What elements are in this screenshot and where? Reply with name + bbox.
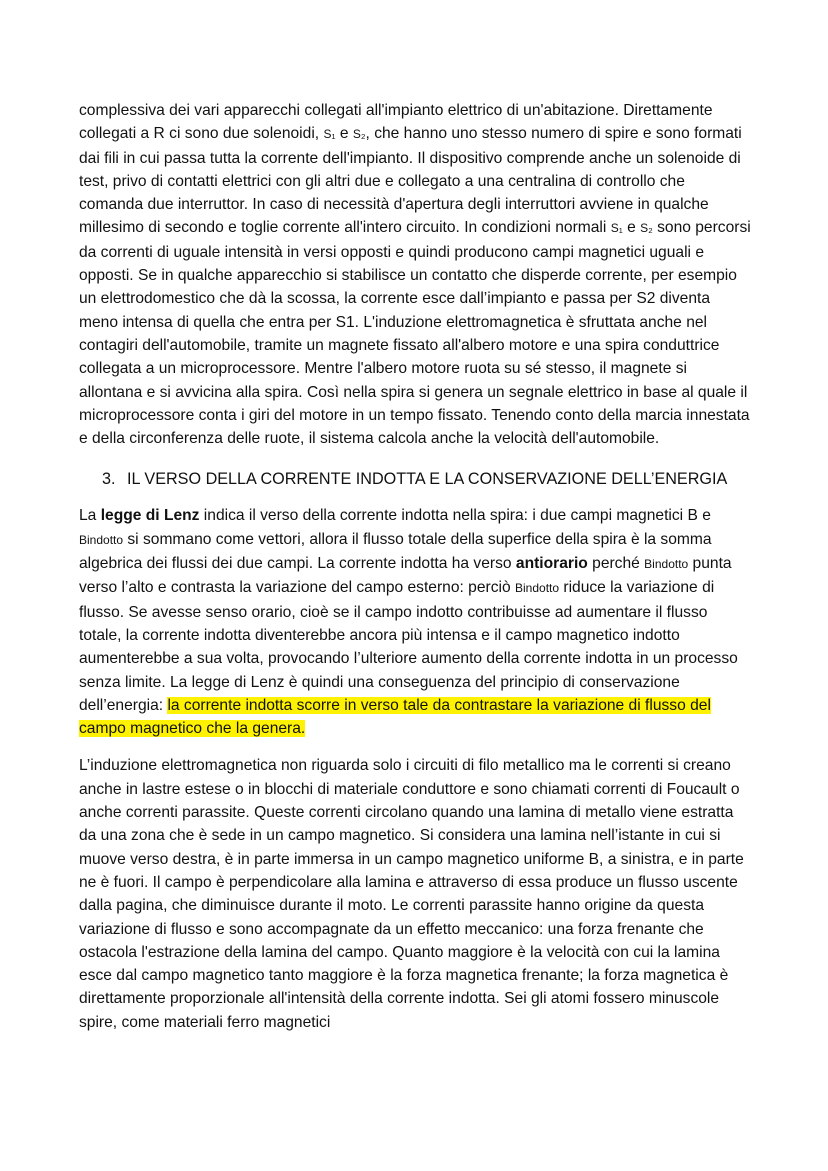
bold-term-lenz: legge di Lenz — [100, 507, 200, 525]
section-title: IL VERSO DELLA CORRENTE INDOTTA E LA CONSERVAZIONE DELL’ENERGIA — [127, 470, 728, 489]
section-number: 3. — [102, 470, 116, 489]
symbol-s1: S₁ — [323, 127, 336, 142]
text-run: e — [335, 125, 353, 143]
document-body — [79, 99, 751, 1034]
text-run: riduce la variazione di flusso. Se avesse senso orario, cioè se il campo indotto contribuisse ad aumentare il flusso totale, la corrente indotta diventerebbe ancora più intensa e il campo magnetico indotto aumenterebbe a sua volta, provocando l’ulteriore aumento della corrente indotta in un processo senza limite. La legge di Lenz è quindi una conseguenza del principio di conservazione dell’energia: — [79, 579, 738, 714]
paragraph-foucault: L’induzione elettromagnetica non riguarda solo i circuiti di filo metallico ma le correnti si creano anche in lastre estese o in blocchi di materiale conduttore e sono chiamati correnti di Foucault o anche correnti parassite. Queste correnti circolano quando una lamina di metallo viene estratta da una zona che è sede in un campo magnetico. Si considera una lamina nell’istante in cui si muove verso destra, è in parte immersa in un campo magnetico uniforme B, a sinistra, e in parte ne è fuori. Il campo è perpendicolare alla lamina e attraverso di essa produce un flusso uscente dalla pagina, che diminuisce durante il moto. Le correnti parassite hanno origine da questa variazione di flusso e sono accompagnate da un effetto meccanico: una forza frenante che ostacola l'estrazione della lamina del campo. Quanto maggiore è la velocità con cui la lamina esce dal campo magnetico tanto maggiore è la forza magnetica frenante; la forza magnetica è direttamente proporzionale all'intensità della corrente indotta. Sei gli atomi fossero minuscole spire, come materiali ferro magnetici — [79, 757, 744, 1031]
highlighted-text: la corrente indotta scorre in verso tale da contrastare la variazione di flusso del campo magnetico che la genera. — [79, 696, 711, 738]
bold-term-antiorario: antiorario — [515, 555, 588, 573]
symbol-s2: S₂ — [352, 127, 366, 142]
text-run: si sommano come vettori, allora il flusso totale della superfice della spira è la somma algebrica dei flussi dei due campi. La corrente indotta ha verso — [79, 530, 712, 573]
symbol-b-indotto: Bindotto — [79, 532, 124, 547]
symbol-s2: S₂ — [640, 221, 653, 236]
symbol-s1: S₁ — [610, 221, 623, 236]
text-run: , che hanno uno stesso numero di spire e sono formati dai fili in cui passa tutta la corrente dell'impianto. Il dispositivo comprende anche un solenoide di test, privo di contatti elettrici con gli altri due e collegato a una centralina di controllo che comanda due interruttor. In caso di necessità d'apertura degli interruttori avviene in qualche millesimo di secondo e toglie corrente all'intero circuito. In condizioni normali — [79, 125, 742, 237]
symbol-b-indotto: Bindotto — [644, 557, 689, 572]
text-run: indica il verso della corrente indotta nella spira: i due campi magnetici B e — [199, 507, 711, 525]
paragraph-circuit-breaker — [79, 99, 751, 450]
symbol-b-indotto: Bindotto — [515, 581, 560, 596]
section-heading — [79, 468, 751, 491]
text-run: punta verso l’alto e contrasta la variazione del campo esterno: perciò — [79, 555, 732, 597]
text-run: e — [622, 219, 641, 237]
text-run: perché — [587, 555, 645, 573]
paragraph-lenz-law — [79, 504, 751, 740]
text-run: sono percorsi da correnti di uguale intensità in versi opposti e quindi producono campi magnetici uguali e opposti. Se in qualche apparecchio si stabilisce un contatto che disperde corrente, per esempio un elettrodomestico che dà la scossa, la corrente esce dall’impianto e passa per S2 diventa meno intensa di quella che entra per S1. L'induzione elettromagnetica è sfruttata anche nel contagiri dell'automobile, tramite un magnete fissato all'albero motore e una spira conduttrice collegata a un microprocessore. Mentre l'albero motore ruota su sé stesso, il magnete si allontana e si avvicina alla spira. Così nella spira si genera un segnale elettrico in base al quale il microprocessore conta i giri del motore in un tempo fissato. Tenendo conto della marcia innestata e della circonferenza delle ruote, il sistema calcola anche la velocità dell'automobile. — [79, 219, 751, 448]
text-run: La — [79, 507, 101, 525]
text-run: complessiva dei vari apparecchi collegati all'impianto elettrico di un'abitazione. Direttamente collegati a R ci sono due solenoidi, — [79, 102, 713, 143]
